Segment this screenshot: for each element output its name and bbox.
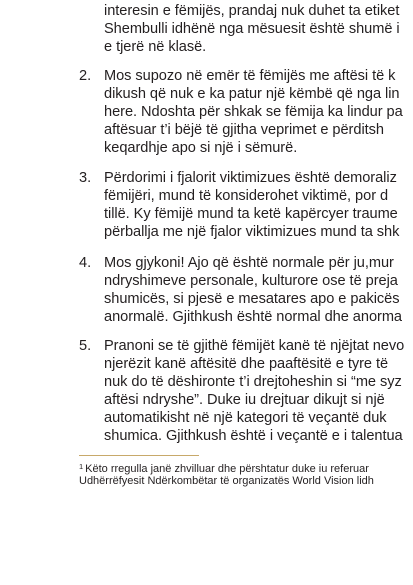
- item-2-line-2: dikush që nuk e ka patur një këmbë që nga lin: [104, 86, 400, 102]
- item-5-line-2: njerëzit kanë aftësitë dhe paaftësitë e tyre të: [104, 356, 389, 372]
- item-1-line-3: e tjerë në klasë.: [104, 39, 207, 55]
- item-2-number: 2.: [79, 68, 92, 84]
- item-3-line-2: fëmijëri, mund të konsiderohet viktimë, por d: [104, 188, 389, 204]
- item-2-line-1: Mos supozo në emër të fëmijës me aftësi të k: [104, 68, 396, 84]
- item-4-line-2: ndryshimeve personale, kulturore ose të preja: [104, 273, 398, 289]
- item-4-line-3: shumicës, si pjesë e mesatares apo e pakicës: [104, 291, 400, 307]
- footnote-line-2: Udhërrëfyesit Ndërkombëtar të organizatës World Vision lidh: [79, 475, 374, 487]
- item-5-line-3: nuk do të dëshironte t’i drejtoheshin si “me syz: [104, 374, 402, 390]
- item-4-line-4: anormalë. Gjithkush është normal dhe anorma: [104, 309, 402, 325]
- footnote-marker: 1: [79, 462, 84, 471]
- footnote-text-1: Këto rregulla janë zhvilluar dhe përshtatur duke iu referuar: [85, 463, 369, 475]
- item-4-line-1: Mos gjykoni! Ajo që është normale për ju,mur: [104, 255, 394, 271]
- item-2-line-5: keqardhje apo si një i sëmurë.: [104, 140, 298, 156]
- item-5-line-6: shumica. Gjithkush është i veçantë e i talentua: [104, 428, 403, 444]
- item-1-line-2: Shembulli idhënë nga mësuesit është shumë i: [104, 21, 400, 37]
- footnote-separator: [79, 455, 199, 456]
- item-5-line-4: aftësi ndryshe”. Duke iu drejtuar dikujt si një: [104, 392, 385, 408]
- item-2-line-4: aftësuar t’i bëjë të gjitha veprimet e përditsh: [104, 122, 384, 138]
- item-5-line-1: Pranoni se të gjithë fëmijët kanë të njëjtat nevo: [104, 338, 405, 354]
- item-2-line-3: here. Ndoshta për shkak se fëmija ka lindur pa: [104, 104, 403, 120]
- item-5-line-5: automatikisht në një kategori të veçantë duk: [104, 410, 387, 426]
- item-3-line-3: tillë. Ky fëmijë mund ta ketë kapërcyer traume: [104, 206, 398, 222]
- item-3-number: 3.: [79, 170, 92, 186]
- item-5-number: 5.: [79, 338, 92, 354]
- item-3-line-4: përballja me një fjalor viktimizues mund ta shk: [104, 224, 400, 240]
- item-4-number: 4.: [79, 255, 92, 271]
- item-3-line-1: Përdorimi i fjalorit viktimizues është demoraliz: [104, 170, 397, 186]
- item-1-line-1: interesin e fëmijës, prandaj nuk duhet ta etiket: [104, 3, 400, 19]
